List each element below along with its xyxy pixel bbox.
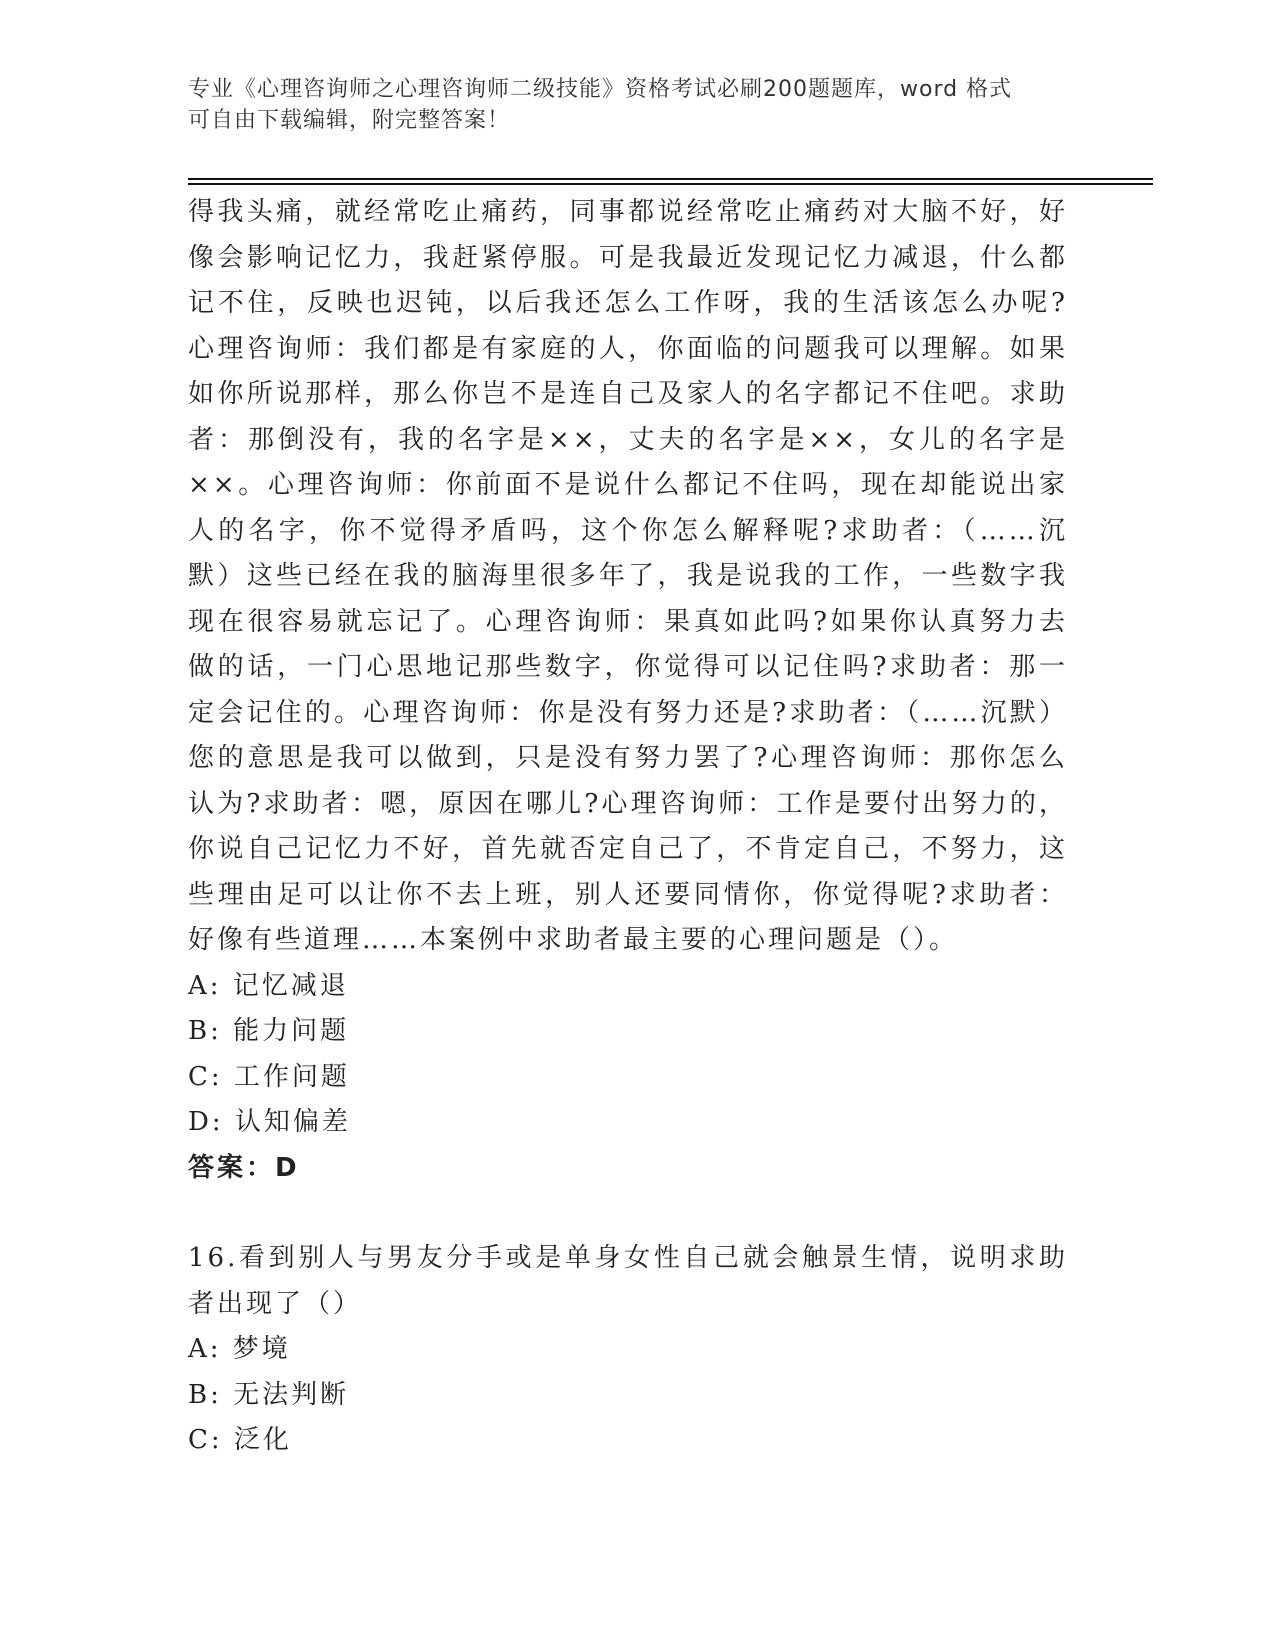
header-title-line-2: 可自由下载编辑，附完整答案！ (188, 108, 511, 133)
question-16-option-a: A: 梦境 (188, 1334, 291, 1364)
question-15-answer: 答案：D (188, 1152, 300, 1183)
document-header (188, 74, 1068, 136)
question-15-option-c: C: 工作问题 (188, 1061, 350, 1092)
question-15-option-b: B: 能力问题 (188, 1016, 350, 1046)
header-title-line-1: 专业《心理咨询师之心理咨询师二级技能》资格考试必刷200题题库，word 格式 (188, 77, 1013, 102)
header-divider-top (188, 178, 1153, 180)
question-15-stem: 得我头痛，就经常吃止痛药，同事都说经常吃止痛药对大脑不好，好像会影响记忆力，我赶紧停服。可是我最近发现记忆力减退，什么都记不住，反映也迟钝，以后我还怎么工作呀，我的生活该怎么办呢?心理咨询师：我们都是有家庭的人，你面临的问题我可以理解。如果如你所说那样，那么你岂不是连自己及家人的名字都记不住吧。求助者：那倒没有，我的名字是××，丈夫的名字是××，女儿的名字是××。心理咨询师：你前面不是说什么都记不住吗，现在却能说出家人的名字，你不觉得矛盾吗，这个你怎么解释呢?求助者：（……沉默）这些已经在我的脑海里很多年了，我是说我的工作，一些数字我现在很容易就忘记了。心理咨询师：果真如此吗?如果你认真努力去做的话，一门心思地记那些数字，你觉得可以记住吗?求助者：那一定会记住的。心理咨询师：你是没有努力还是?求助者：（……沉默）您的意思是我可以做到，只是没有努力罢了?心理咨询师：那你怎么认为?求助者：嗯，原因在哪儿?心理咨询师：工作是要付出努力的，你说自己记忆力不好，首先就否定自己了，不肯定自己，不努力，这些理由足可以让你不去上班，别人还要同情你，你觉得呢?求助者：好像有些道理……本案例中求助者最主要的心理问题是（）。 (188, 197, 1068, 955)
question-16 (188, 1236, 1068, 1464)
document-body (188, 190, 1068, 1464)
question-15-option-d: D: 认知偏差 (188, 1107, 351, 1137)
header-divider-bottom (188, 183, 1153, 185)
question-16-option-c: C: 泛化 (188, 1425, 292, 1455)
question-15-option-a: A: 记忆减退 (188, 970, 349, 1001)
question-spacer (188, 1191, 1068, 1236)
question-16-option-b: B: 无法判断 (188, 1379, 350, 1410)
question-15 (188, 190, 1068, 1191)
question-16-stem: 16.看到别人与男友分手或是单身女性自己就会触景生情，说明求助者出现了（） (188, 1243, 1068, 1319)
